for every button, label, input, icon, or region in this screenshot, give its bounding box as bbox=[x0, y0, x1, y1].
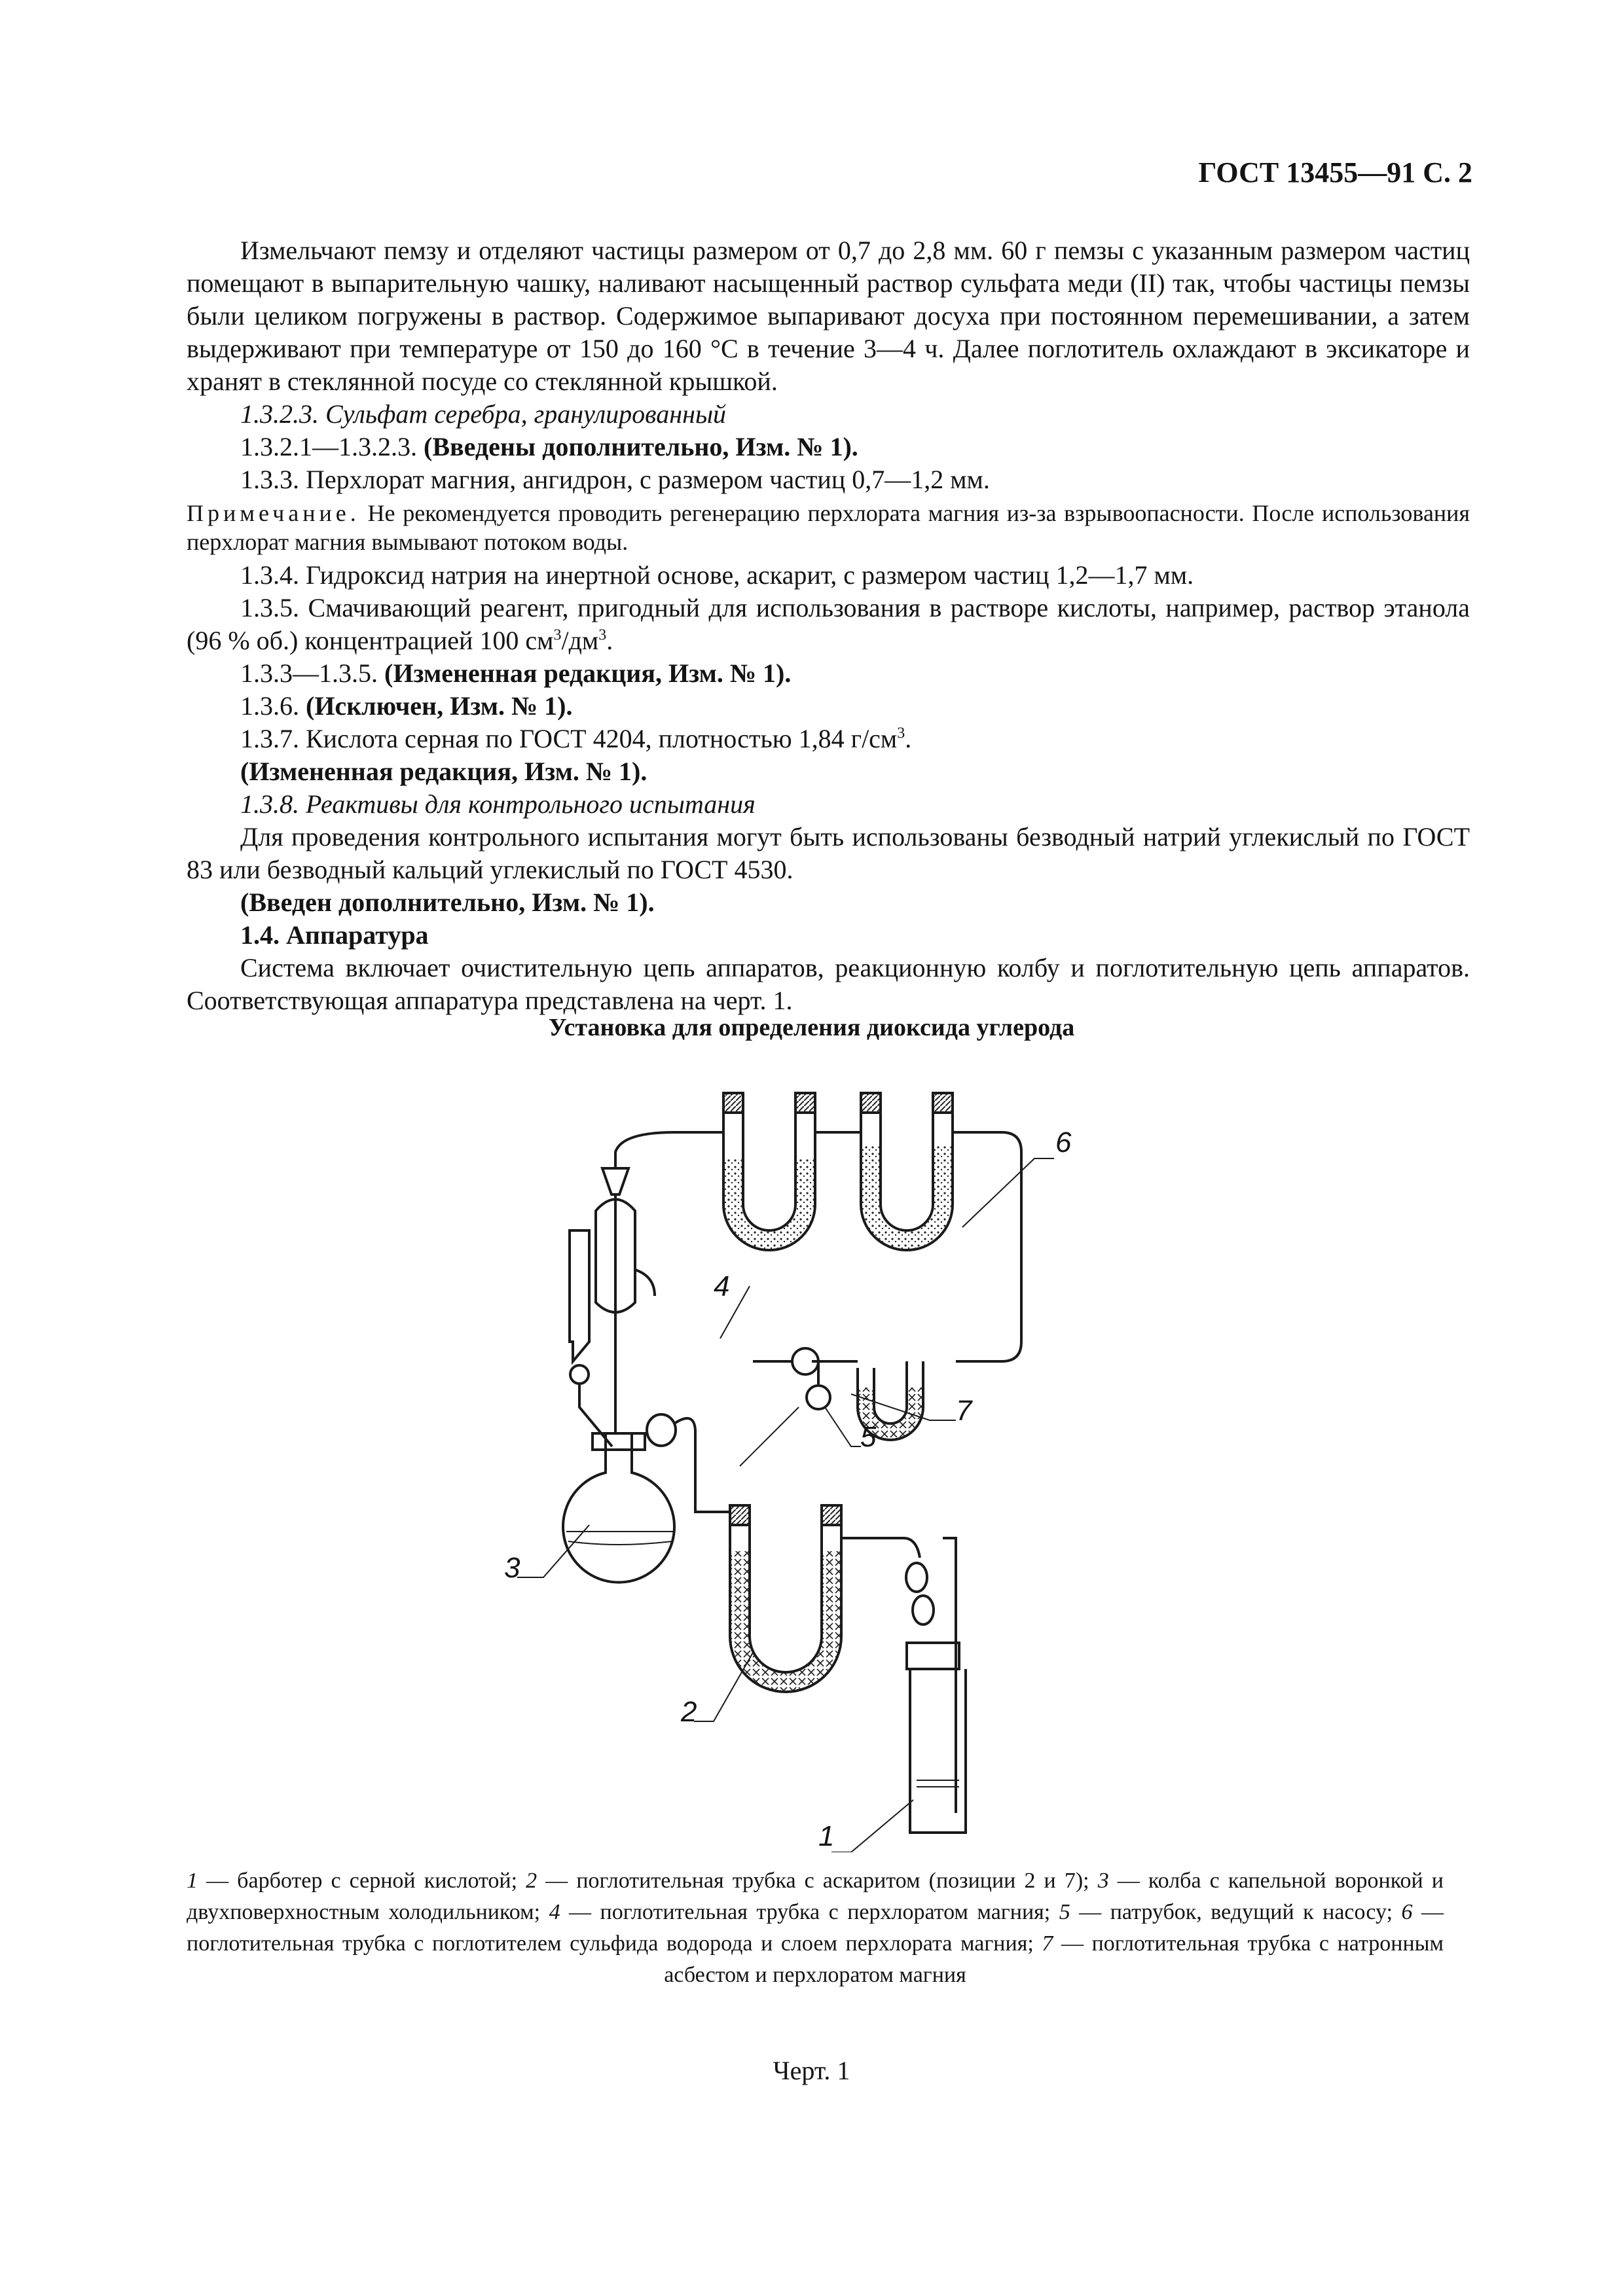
label-7: 7 bbox=[956, 1395, 972, 1427]
label-1: 1 bbox=[818, 1820, 835, 1852]
label-3: 3 bbox=[504, 1552, 520, 1584]
label-4: 4 bbox=[714, 1270, 730, 1302]
label-5: 5 bbox=[860, 1421, 877, 1453]
item-137-amend: (Измененная редакция, Изм. № 1). bbox=[240, 757, 647, 786]
note bbox=[187, 499, 1470, 556]
label-2: 2 bbox=[681, 1696, 697, 1728]
absorber-tube-4 bbox=[723, 1093, 815, 1250]
apparatus-diagram bbox=[458, 1054, 1113, 1852]
item-138: 1.3.8. Реактивы для контрольного испытания bbox=[240, 789, 756, 819]
note-label: Примечание. bbox=[187, 500, 360, 526]
bubbler-1 bbox=[906, 1538, 966, 1833]
label-6: 6 bbox=[1055, 1126, 1072, 1158]
item-13213: 1.3.2.1—1.3.2.3. (Введены дополнительно, Изм. № 1). bbox=[240, 432, 858, 461]
figure-caption: 1 — барботер с серной кислотой; 2 — поглотительная трубка с аскаритом (позиции 2 и 7); 3 — колба с капельной воронкой и двухповерхностным холодильником; 4 — поглотительная трубка с перхлоратом магния; 5 — патрубок, ведущий к насосу; 6 — поглотительная трубка с поглотителем сульфида водорода и слоем перхлората магния; 7 — поглотительная трубка с натронным асбестом и перхлоратом магния bbox=[187, 1869, 1444, 1987]
section-14-title: 1.4. Аппаратура bbox=[240, 920, 429, 950]
document-body bbox=[187, 234, 1470, 1017]
item-1323: 1.3.2.3. Сульфат серебра, гранулированный bbox=[240, 399, 727, 429]
section-14-text: Система включает очистительную цепь аппаратов, реакционную колбу и поглотительную цепь аппаратов. Соответствующая аппаратура представлена на черт. 1. bbox=[187, 953, 1470, 1015]
item-138-amend: (Введен дополнительно, Изм. № 1). bbox=[240, 888, 655, 917]
item-135: 1.3.5. Смачивающий реагент, пригодный для использования в растворе кислоты, например, раствор этанола (96 % об.) концентрацией 100 $см^3/дм^3$. bbox=[187, 593, 1470, 655]
note-text: Не рекомендуется проводить регенерацию перхлората магния из-за взрывоопасности. После использования перхлорат магния вымывают потоком воды. bbox=[187, 500, 1470, 555]
item-134: 1.3.4. Гидроксид натрия на инертной основе, аскарит, с размером частиц 1,2—1,7 мм. bbox=[240, 560, 1194, 590]
item-138-text: Для проведения контрольного испытания могут быть использованы безводный натрий углекислый по ГОСТ 83 или безводный кальций углекислый по ГОСТ 4530. bbox=[187, 822, 1470, 884]
item-13335: 1.3.3—1.3.5. (Измененная редакция, Изм. № 1). bbox=[240, 658, 792, 688]
figure-title: Установка для определения диоксида углерода bbox=[548, 1014, 1075, 1041]
item-133: 1.3.3. Перхлорат магния, ангидрон, с размером частиц 0,7—1,2 мм. bbox=[240, 465, 990, 494]
figure-number: Черт. 1 bbox=[773, 2056, 850, 2085]
item-136: 1.3.6. (Исключен, Изм. № 1). bbox=[240, 691, 573, 721]
page-header: ГОСТ 13455—91 С. 2 bbox=[1198, 156, 1472, 188]
absorber-tube-6 bbox=[861, 1093, 953, 1250]
paragraph-pumice: Измельчают пемзу и отделяют частицы размером от 0,7 до 2,8 мм. 60 г пемзы с указанным размером частиц помещают в выпарительную чашку, наливают насыщенный раствор сульфата меди (II) так, чтобы частицы пемзы были целиком погружены в раствор. Содержимое выпаривают досуха при постоянном перемешивании, а затем выдерживают при температуре от 150 до 160 °С в течение 3—4 ч. Далее поглотитель охлаждают в эксикаторе и хранят в стеклянной посуде со стеклянной крышкой. bbox=[187, 236, 1470, 396]
reaction-flask-3 bbox=[563, 1433, 674, 1583]
item-137: 1.3.7. Кислота серная по ГОСТ 4204, плотностью 1,84 $г/см^3$. bbox=[240, 724, 912, 753]
